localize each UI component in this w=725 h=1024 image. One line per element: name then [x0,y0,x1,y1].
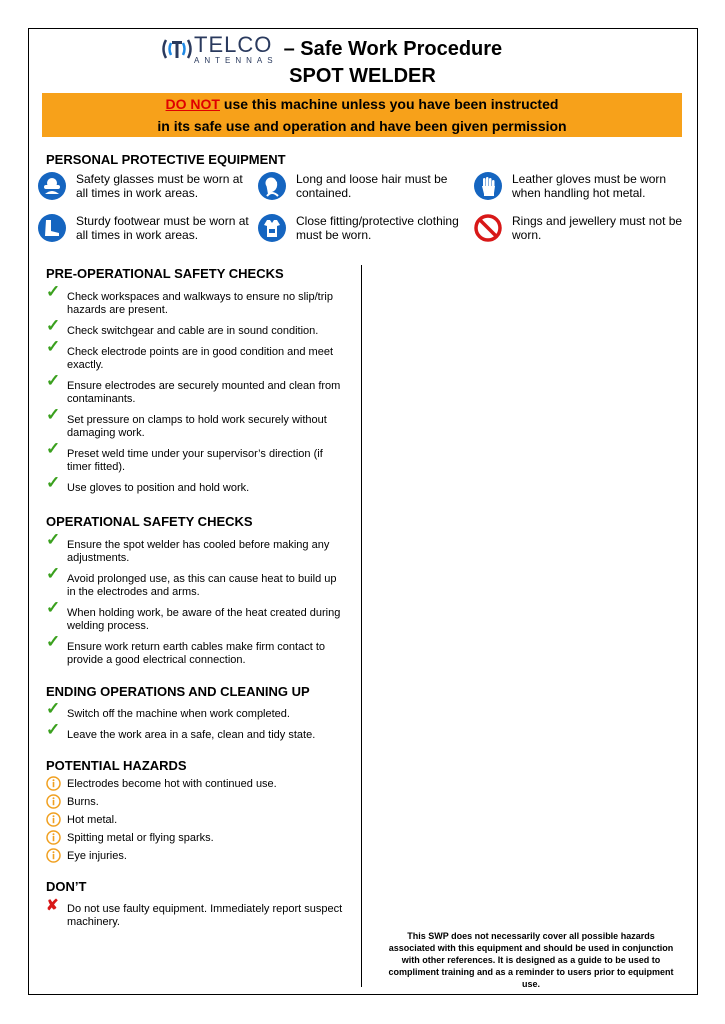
ending-list [46,699,346,750]
ppe-text: Safety glasses must be worn at all times in work areas. [76,172,243,200]
info-icon [46,776,61,791]
logo-name: TELCO [194,31,273,57]
ppe-text: Close fitting/protective clothing must be worn. [296,214,459,242]
list-item: ✓ Avoid prolonged use, as this can cause heat to build up in the electrodes and arms. [46,564,337,598]
check-icon: ✓ [46,699,61,718]
ppe-item-clothing [258,214,463,242]
warning-do-not: DO NOT [165,96,220,112]
info-icon [46,848,61,863]
list-item: ✓ Ensure work return earth cables make firm contact to provide a good electrical connection. [46,632,325,666]
check-icon: ✓ [46,473,61,492]
list-item: ✓ Use gloves to position and hold work. [46,473,250,494]
check-icon: ✓ [46,316,61,335]
antenna-logo-icon [160,36,194,62]
list-item: ✓ Set pressure on clamps to hold work securely without damaging work. [46,405,327,439]
warning-line1: use this machine unless you have been instructed [220,96,559,112]
hair-containment-icon [258,172,286,200]
check-icon: ✓ [46,282,61,301]
ppe-item-glasses [38,172,258,200]
pre-op-list [46,282,346,503]
disclaimer-note: This SWP does not necessarily cover all possible hazards associated with this equipment and should be used in conjunction with other references. It is designed as a guide to be used to compliment training and as a reminder to users prior to equipment use. [388,931,674,989]
check-icon: ✓ [46,405,61,424]
info-icon [46,830,61,845]
list-item: ✓ Preset weld time under your supervisor’s direction (if timer fitted). [46,439,323,473]
check-icon: ✓ [46,564,61,583]
list-item: ✓ Leave the work area in a safe, clean and tidy state. [46,720,316,741]
safety-boots-icon [38,214,66,242]
list-item: ✘ Do not use faulty equipment. Immediately report suspect machinery. [46,897,343,928]
info-icon [46,794,61,809]
list-item: Electrodes become hot with continued use. [46,778,346,791]
dont-list [46,897,346,937]
op-list [46,530,346,675]
list-item: ✓ Switch off the machine when work completed. [46,699,290,720]
check-icon: ✓ [46,720,61,739]
check-icon: ✓ [46,632,61,651]
ppe-item-hair [258,172,463,200]
list-item: Eye injuries. [46,850,346,863]
info-icon [46,812,61,827]
op-title: OPERATIONAL SAFETY CHECKS [46,514,253,529]
warning-banner [42,93,682,137]
title-row [160,32,502,66]
check-icon: ✓ [46,598,61,617]
ppe-text: Sturdy footwear must be worn at all times in work areas. [76,214,249,242]
logo-sub: ANTENNAS [194,55,278,65]
no-jewellery-icon [474,214,502,242]
check-icon: ✓ [46,439,61,458]
check-icon: ✓ [46,337,61,356]
pre-op-title: PRE-OPERATIONAL SAFETY CHECKS [46,266,284,281]
list-item: Hot metal. [46,814,346,827]
list-item: ✓ Ensure the spot welder has cooled before making any adjustments. [46,530,330,564]
ppe-title: PERSONAL PROTECTIVE EQUIPMENT [46,152,286,167]
telco-logo [160,31,278,65]
ppe-item-footwear [38,214,258,242]
list-item: ✓ Check switchgear and cable are in sound condition. [46,316,319,337]
leather-gloves-icon [474,172,502,200]
list-item: ✓ Check electrode points are in good condition and meet exactly. [46,337,334,371]
check-icon: ✓ [46,530,61,549]
safety-glasses-icon [38,172,66,200]
ppe-text: Leather gloves must be worn when handling hot metal. [512,172,667,200]
hazards-list [46,778,346,868]
list-item: ✓ Ensure electrodes are securely mounted and clean from contaminants. [46,371,341,405]
dont-title: DON’T [46,879,87,894]
page-subtitle: SPOT WELDER [289,65,436,87]
ending-title: ENDING OPERATIONS AND CLEANING UP [46,684,310,699]
list-item: Burns. [46,796,346,809]
check-icon: ✓ [46,371,61,390]
column-divider [361,265,362,987]
protective-clothing-icon [258,214,286,242]
ppe-text: Long and loose hair must be contained. [296,172,448,200]
list-item: ✓ Check workspaces and walkways to ensure no slip/trip hazards are present. [46,282,333,316]
page-title: – Safe Work Procedure [283,37,503,60]
ppe-item-gloves [474,172,684,200]
warning-line2: in its safe use and operation and have been given permission [157,118,567,134]
hazards-title: POTENTIAL HAZARDS [46,758,187,773]
ppe-item-jewellery [474,214,684,242]
list-item: ✓ When holding work, be aware of the heat created during welding process. [46,598,341,632]
list-item: Spitting metal or flying sparks. [46,832,346,845]
cross-icon: ✘ [46,897,59,914]
ppe-text: Rings and jewellery must not be worn. [512,214,683,242]
